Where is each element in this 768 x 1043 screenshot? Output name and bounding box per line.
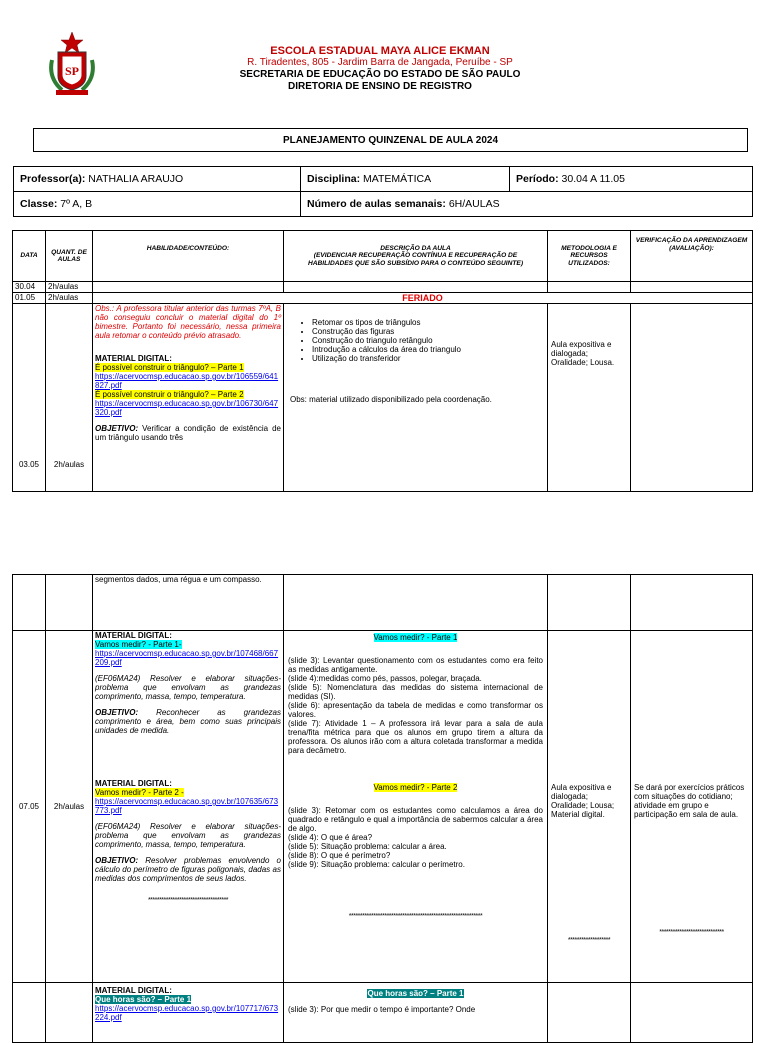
school-address: R. Tiradentes, 805 - Jardim Barra de Jangada, Peruíbe - SP <box>247 57 513 68</box>
material-link[interactable]: https://acervocmsp.educacao.sp.gov.br/107717/673224.pdf <box>95 1004 279 1022</box>
material-link[interactable]: https://acervocmsp.educacao.sp.gov.br/107635/673773.pdf <box>95 797 279 815</box>
lesson-table-page-2 <box>12 574 753 1043</box>
skill-cell: MATERIAL DIGITAL: Que horas são? – Parte 1 https://acervocmsp.educacao.sp.gov.br/107717/673224.pdf <box>93 983 284 1043</box>
material-link[interactable]: https://acervocmsp.educacao.sp.gov.br/107468/667209.pdf <box>95 649 279 667</box>
teacher-cell: Professor(a): NATHALIA ARAUJO <box>14 167 301 192</box>
state-crest-logo <box>46 30 98 98</box>
subject-cell: Disciplina: MATEMÁTICA <box>301 167 510 192</box>
table-row: 01.05 2h/aulas FERIADO <box>13 293 753 304</box>
col-skill: HABILIDADE/CONTEÚDO: <box>93 231 284 282</box>
period-cell: Período: 30.04 A 11.05 <box>510 167 753 192</box>
skill-cell: MATERIAL DIGITAL: Vamos medir? - Parte 1- https://acervocmsp.educacao.sp.gov.br/107468/667209.pdf (EF06MA24) Resolver e elaborar situações-problema que envolvam as grandezas comprimento, massa, tempo, temperatura. OBJETIVO: Reconhecer as grandezas comprimento e área, bem como suas principais unidades de medida. MATERIAL DIGITAL: Vamos medir? - Parte 2 - https://acervocmsp.educacao.sp.gov.br/107635/673773.pdf (EF06MA24) Resolver e elaborar situações-problema que envolvam as grandezas comprimento, massa, tempo, temperatura. OBJETIVO: Resolver problemas envolvendo o cálculo do perímetro de figuras poligonais, dadas as medidas dos comprimentos de seus lados. ************************************ <box>93 631 284 983</box>
directorate-name: DIRETORIA DE ENSINO DE REGISTRO <box>288 81 472 92</box>
weekly-cell: Número de aulas semanais: 6H/AULAS <box>301 192 753 217</box>
table-row: 07.05 2h/aulas MATERIAL DIGITAL: Vamos medir? - Parte 1- https://acervocmsp.educacao.sp.gov.br/107468/667209.pdf (EF06MA24) Resolver e elaborar situações-problema que envolvam as grandezas comprimento, massa, tempo, temperatura. OBJETIVO: Reconhecer as grandezas comprimento e área, bem como suas principais unidades de medida. MATERIAL DIGITAL: Vamos medir? - Parte 2 - https://acervocmsp.educacao.sp.gov.br/107635/673773.pdf (EF06MA24) Resolver e elaborar situações-problema que envolvam as grandezas comprimento, massa, tempo, temperatura. OBJETIVO: Resolver problemas envolvendo o cálculo do perímetro de figuras poligonais, dadas as medidas dos comprimentos de seus lados. ************************************ Vamos medir? - Parte 1 (slide 3): Levantar questionamento com os estudantes como era feito as medidas antigamente. (slide 4):medidas como pés, passos, polegar, braçada. (slide 5): Nomenclatura das medidas do sistema internacional de medidas (SI). (slide 6): apresentação da tabela de medidas e como transformar os valores. (slide 7): Atividade 1 – A professora irá levar para a sala de aula trena/fita métrica para que os alunos em grupo tirem a altura da professora. Os alunos irão com a altura coletada transformar a medida para decâmetro. Vamos medir? - Parte 2 (slide 3): Retomar com os estudantes como calculamos a área do quadrado e retângulo e qual a importância de sabermos calcular a área de algo. (slide 4): O que é área? (slide 5): Situação problema: calcular a área. (slide 8): O que é perímetro? (slide 9): Situação problema: calcular o perímetro. ************************************************************ Aula expositiva e dialogada; Oralidade; Lousa; Material digital. ******************* Se dará por exercícios práticos com situações do cotidiano; atividade em grupo e participação em sala de aula. ***************************** <box>13 631 753 983</box>
description-cell: Que horas são? – Parte 1 (slide 3): Por que medir o tempo é importante? Onde <box>284 983 548 1043</box>
topic-list: • Retomar os tipos de triângulos • Construção das figuras • Construção do triangulo retângulo • Introdução a cálculos da área do triangulo • Utilização do transferidor <box>290 318 541 363</box>
description-cell: Vamos medir? - Parte 1 (slide 3): Levantar questionamento com os estudantes como era feito as medidas antigamente. (slide 4):medidas como pés, passos, polegar, braçada. (slide 5): Nomenclatura das medidas do sistema internacional de medidas (SI). (slide 6): apresentação da tabela de medidas e como transformar os valores. (slide 7): Atividade 1 – A professora irá levar para a sala de aula trena/fita métrica para que os alunos em grupo tirem a altura da professora. Os alunos irão com a altura coletada transformar a medida para decâmetro. Vamos medir? - Parte 2 (slide 3): Retomar com os estudantes como calculamos a área do quadrado e retângulo e qual a importância de sabermos calcular a área de algo. (slide 4): O que é área? (slide 5): Situação problema: calcular a área. (slide 8): O que é perímetro? (slide 9): Situação problema: calcular o perímetro. ************************************************************ <box>284 631 548 983</box>
col-method: METODOLOGIA E RECURSOS UTILIZADOS: <box>548 231 631 282</box>
secretariat-name: SECRETARIA DE EDUCAÇÃO DO ESTADO DE SÃO PAULO <box>239 69 521 80</box>
school-name: ESCOLA ESTADUAL MAYA ALICE EKMAN <box>270 45 490 57</box>
material-link[interactable]: https://acervocmsp.educacao.sp.gov.br/106730/647320.pdf <box>95 399 279 417</box>
table-row <box>13 983 753 1043</box>
table-row: 03.05 2h/aulas Obs.: A professora titular anterior das turmas 7ºA, B não conseguiu concluir o material digital do 1º bimestre. Portanto foi necessário, nessa primeira aula retomar o conteúdo prévio atrasado. MATERIAL DIGITAL: É possível construir o triângulo? – Parte 1 https://acervocmsp.educacao.sp.gov.br/106559/641827.pdf É possível construir o triângulo? – Parte 2 https://acervocmsp.educacao.sp.gov.br/106730/647320.pdf OBJETIVO: Verificar a condição de existência de um triângulo usando três • Retomar os tipos de triângulos • Construção das figuras • Construção do triangulo retângulo • Introdução a cálculos da área do triangulo • Utilização do transferidor Obs: material utilizado disponibilizado pela coordenação. Aula expositiva e dialogada; Oralidade; Lousa. <box>13 304 753 492</box>
table-row: segmentos dados, uma régua e um compasso. <box>13 575 753 631</box>
svg-text:SP: SP <box>64 64 80 78</box>
col-qty: QUANT. DE AULAS <box>46 231 93 282</box>
material-link[interactable]: https://acervocmsp.educacao.sp.gov.br/106559/641827.pdf <box>95 372 279 390</box>
description-cell: • Retomar os tipos de triângulos • Construção das figuras • Construção do triangulo retângulo • Introdução a cálculos da área do triangulo • Utilização do transferidor Obs: material utilizado disponibilizado pela coordenação. <box>284 304 548 492</box>
info-grid <box>13 166 753 217</box>
col-date: DATA <box>13 231 46 282</box>
col-verify: VERIFICAÇÃO DA APRENDIZAGEM (AVALIAÇÃO): <box>631 231 753 282</box>
prior-content-note: Obs.: A professora titular anterior das turmas 7ºA, B não conseguiu concluir o material digital do 1º bimestre. Portanto foi necessário, nessa primeira aula retomar o conteúdo prévio atrasado. <box>95 304 281 340</box>
page-title: PLANEJAMENTO QUINZENAL DE AULA 2024 <box>33 128 748 152</box>
table-row: 30.04 2h/aulas <box>13 282 753 293</box>
holiday-note: FERIADO <box>93 293 753 304</box>
method-cell: Aula expositiva e dialogada; Oralidade; Lousa. <box>548 304 631 492</box>
lesson-table-page-1 <box>12 230 753 492</box>
class-cell: Classe: 7º A, B <box>14 192 301 217</box>
col-description: DESCRIÇÃO DA AULA (EVIDENCIAR RECUPERAÇÃO CONTÍNUA E RECUPERAÇÃO DE HABILIDADES QUE SÃO SUBSÍDIO PARA O CONTEÚDO SEGUINTE) <box>284 231 548 282</box>
method-cell: Aula expositiva e dialogada; Oralidade; Lousa; Material digital. ******************* <box>548 631 631 983</box>
skill-cell: Obs.: A professora titular anterior das turmas 7ºA, B não conseguiu concluir o material digital do 1º bimestre. Portanto foi necessário, nessa primeira aula retomar o conteúdo prévio atrasado. MATERIAL DIGITAL: É possível construir o triângulo? – Parte 1 https://acervocmsp.educacao.sp.gov.br/106559/641827.pdf É possível construir o triângulo? – Parte 2 https://acervocmsp.educacao.sp.gov.br/106730/647320.pdf OBJETIVO: Verificar a condição de existência de um triângulo usando três <box>93 304 284 492</box>
verify-cell: Se dará por exercícios práticos com situações do cotidiano; atividade em grupo e participação em sala de aula. ***************************** <box>631 631 753 983</box>
